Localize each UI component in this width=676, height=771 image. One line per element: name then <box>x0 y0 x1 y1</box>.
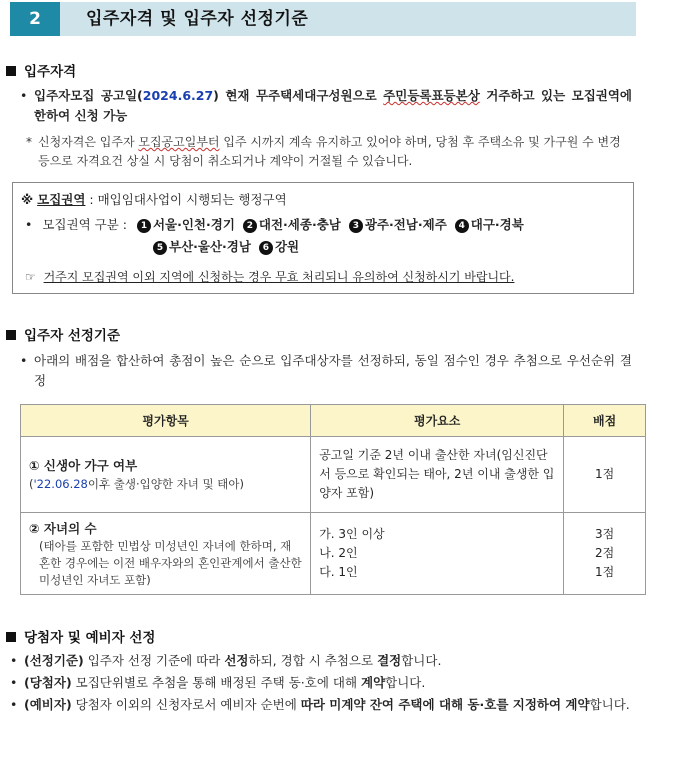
heading-winner-selection: 당첨자 및 예비자 선정 <box>6 626 155 646</box>
eligibility-bullet: • 입주자모집 공고일(2024.6.27) 현재 무주택세대구성원으로 주민등록표등본상 거주하고 있는 모집권역에 한하여 신청 가능 <box>20 88 632 123</box>
section-title: 입주자격 및 입주자 선정기준 <box>86 9 309 29</box>
bullet-dot-icon: • <box>10 675 18 690</box>
square-bullet-icon <box>6 330 16 340</box>
evaluation-item-cell: ① 신생아 가구 여부 ('22.06.28이후 출생·입양한 자녀 및 태아) <box>21 437 311 513</box>
bullet-dot-icon: • <box>20 88 28 103</box>
region-item: 2 대전·세종·충남 <box>243 217 341 232</box>
section-title-bar <box>10 2 636 36</box>
column-header: 평가요소 <box>311 405 564 437</box>
section-number: 2 <box>10 2 60 36</box>
recruitment-region-box <box>12 182 634 294</box>
bullet-dot-icon: • <box>20 353 28 368</box>
heading-selection-criteria: 입주자 선정기준 <box>6 324 120 344</box>
column-header: 평가항목 <box>21 405 311 437</box>
criteria-table <box>20 404 646 595</box>
list-item: • (당첨자) 모집단위별로 추첨을 통해 배정된 주택 동·호에 대해 계약합니다. <box>10 673 636 693</box>
evaluation-element-cell: 공고일 기준 2년 이내 출산한 자녀(임신진단서 등으로 확인되는 태아, 2년 이내 출생한 입양자 포함) <box>311 437 564 513</box>
table-row <box>21 437 646 513</box>
region-item: 6 강원 <box>259 239 299 254</box>
heading-eligibility: 입주자격 <box>6 60 76 80</box>
region-item: 1 서울·인천·경기 <box>137 217 235 232</box>
region-definition: ※ 모집권역 : 매입임대사업이 시행되는 행정구역 <box>21 192 287 207</box>
bullet-dot-icon: • <box>10 653 18 668</box>
region-item: 5 부산·울산·경남 <box>153 239 251 254</box>
square-bullet-icon <box>6 66 16 76</box>
score-cell: 3점 2점 1점 <box>564 513 646 595</box>
score-cell: 1점 <box>564 437 646 513</box>
table-row <box>21 513 646 595</box>
evaluation-element-cell: 가. 3인 이상 나. 2인 다. 1인 <box>311 513 564 595</box>
bullet-dot-icon: • <box>10 697 18 712</box>
bullet-dot-icon: • <box>25 217 33 232</box>
region-list-row2 <box>153 236 303 258</box>
region-item: 3 광주·전남·제주 <box>349 217 447 232</box>
region-list-row1: • 모집권역 구분 : 1 서울·인천·경기 2 대전·세종·충남 3 광주·전남·제주 4 대구·경북 <box>25 217 524 232</box>
pointing-hand-icon: ☞ <box>25 270 36 284</box>
list-item: • (예비자) 당첨자 이외의 신청자로서 예비자 순번에 따라 미계약 잔여 주택에 대해 동·호를 지정하여 계약합니다. <box>10 695 636 715</box>
region-warning: ☞ 거주지 모집권역 이외 지역에 신청하는 경우 무효 처리되니 유의하여 신청하시기 바랍니다. <box>25 270 515 284</box>
table-header-row <box>21 405 646 437</box>
list-item: • (선정기준) 입주자 선정 기준에 따라 선정하되, 경합 시 추첨으로 결정합니다. <box>10 651 636 671</box>
column-header: 배점 <box>564 405 646 437</box>
square-bullet-icon <box>6 632 16 642</box>
criteria-bullet: • 아래의 배점을 합산하여 총점이 높은 순으로 입주대상자를 선정하되, 동일 점수인 경우 추첨으로 우선순위 결정 <box>20 353 632 388</box>
evaluation-item-cell: ② 자녀의 수 (태아를 포함한 민법상 미성년인 자녀에 한하며, 재혼한 경우에는 이전 배우자와의 혼인관계에서 출산한 미성년인 자녀도 포함) <box>21 513 311 595</box>
eligibility-note: * 신청자격은 입주자 모집공고일부터 입주 시까지 계속 유지하고 있어야 하며, 당첨 후 주택소유 및 가구원 수 변경 등으로 자격요건 상실 시 당첨이 취소되거나 계약이 거절될 수 있습니다. <box>26 135 621 168</box>
region-item: 4 대구·경북 <box>455 217 524 232</box>
